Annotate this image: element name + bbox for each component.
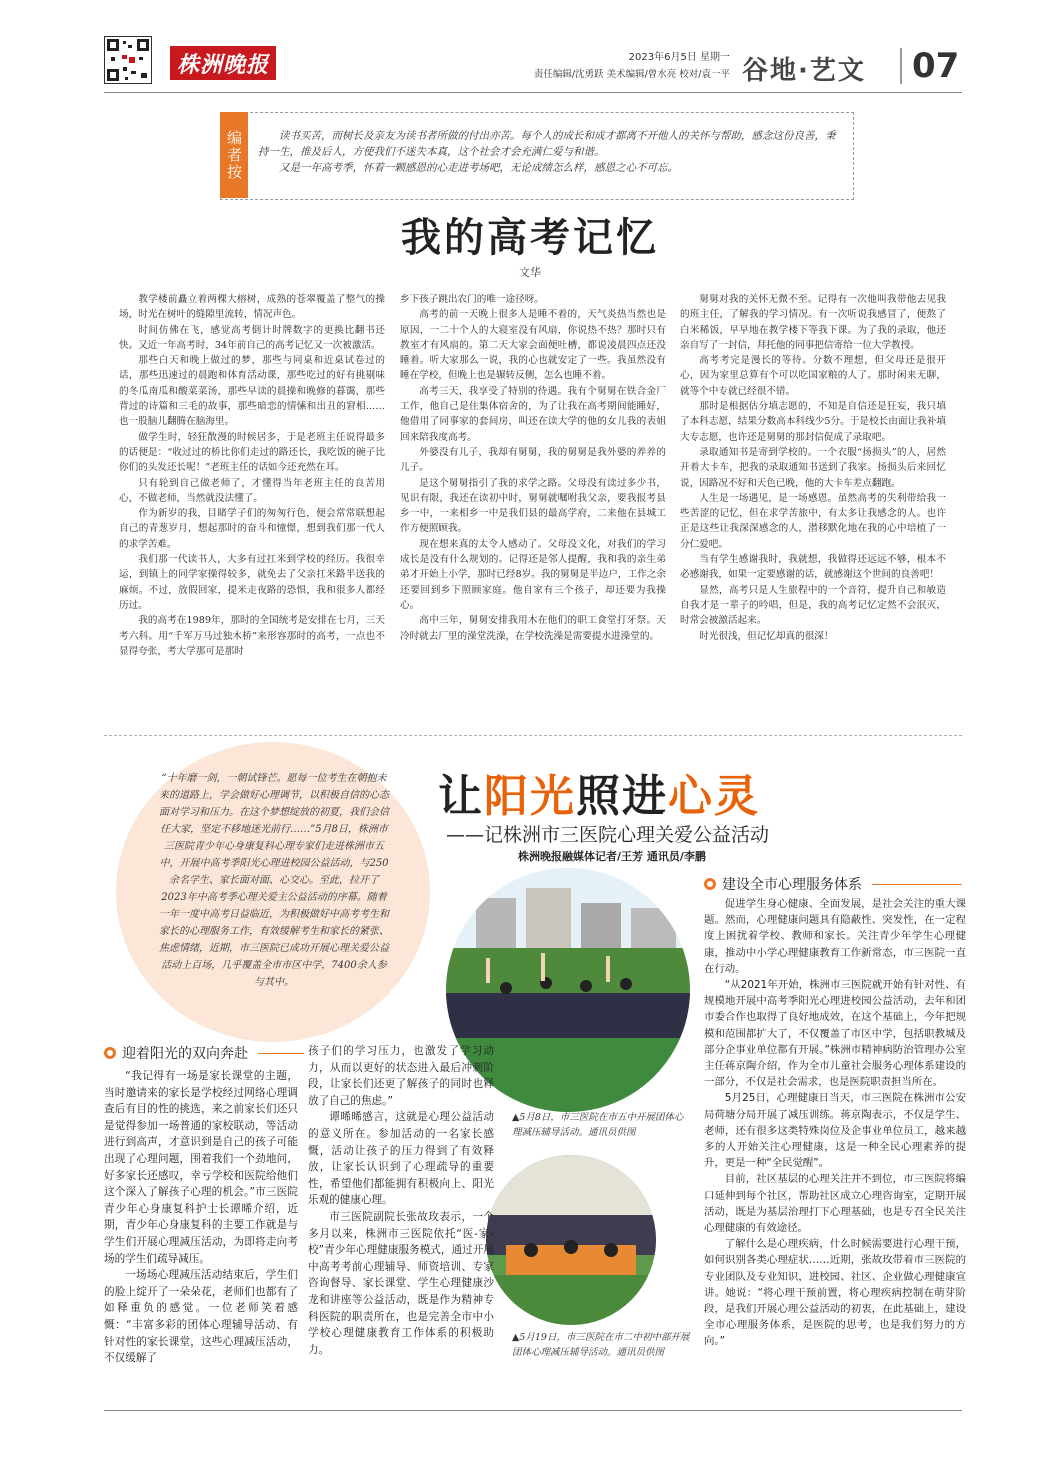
- article2-title: [438, 760, 760, 824]
- paragraph: 只有轮到自己做老师了，才懂得当年老班主任的良苦用心，不做老师，当然就没法懂了。: [119, 477, 385, 504]
- photo-students-circle-icon: [486, 1155, 656, 1325]
- photo-caption-2: ▲5月19日，市三医院在市二中初中部开展团体心理减压辅导活动。通讯员供图: [512, 1332, 690, 1358]
- date-line: 2023年6月5日 星期一: [628, 52, 730, 63]
- section1-column-2: [308, 1043, 494, 1358]
- bullet-circle-icon: [104, 1047, 116, 1059]
- section1-heading: [104, 1043, 304, 1063]
- paragraph: 做学生时，轻狂散漫的时候居多，于是老班主任说得最多的话便是：“收过过的桥比你们走过的路还长，我吃饭的碗子比你们的头发还长呢！”老班主任的话如今还充然在耳。: [119, 431, 385, 474]
- paragraph: 当有学生感谢我时，我就想，我做得还远远不够，根本不必感谢我，如果一定要感谢的话，就感谢这个世间的良善吧！: [680, 554, 946, 581]
- heading-rule: [258, 1053, 304, 1054]
- paragraph: 是这个舅舅指引了我的求学之路。父母没有读过多少书，见识有限，我还在读初中时，舅舅就嘱咐我父亲，要我报考县乡一中，一来相乡一中是我们县的最高学府，二来他在县城工作方便照顾我。: [400, 477, 666, 535]
- paragraph: 了解什么是心理疾病，什么时候需要进行心理干预，如何识别各类心理症状……近期，张故玫带着市三医院的专业团队及专业知识，进校园、社区、企业做心理健康宣讲。她说：“将心理干预前置，将心理疾病控制在萌芽阶段，是我们开展心理公益活动的初衷，在此基础上，建设全市心理服务体系，是医院的思考，也是我们努力的方向。”: [704, 1238, 966, 1348]
- paragraph: 高考考完是漫长的等待。分数不理想，但父母还是很开心，因为家里总算有个可以吃国家粮的人了。那时闲来无聊，就等个中专就已经很不错。: [680, 355, 946, 397]
- newspaper-logo: [170, 46, 276, 80]
- page-number: 07: [912, 46, 960, 86]
- paragraph: 目前，社区基层的心理关注并不到位，市三医院将编口延伸到每个社区，帮助社区成立心理咨询室，定期开展活动，既是为基层治理打下心理基础，也是专召全民关注心理健康的有效途径。: [704, 1173, 966, 1235]
- editor-note-tag: [220, 112, 248, 198]
- footer-rule: [104, 1410, 962, 1411]
- editor-note-tag-label: 编者按: [225, 129, 243, 181]
- header-rule: [104, 92, 962, 93]
- paragraph: 作为新岁的我，目睹学子们的匆匆行色，便会常常联想起自己的青葱岁月，想起那时的奋斗和憧憬，想到我们那一代人的求学苦难。: [119, 508, 385, 550]
- article-divider: [104, 735, 962, 736]
- paragraph: 现在想来真的太令人感动了。父母没文化，对我们的学习成长是没有什么规划的。记得还是邻人提醒，我和我的亲生弟弟才开始上小学，那时已经8岁。我的舅舅是半边户，工作之余还要回到乡下照顾家庭。他自家有三个孩子，却还要为我操心。: [400, 538, 666, 611]
- paragraph: 高中三年，舅舅安排我用木在他们的职工食堂打牙祭。天冷时就去厂里的澡堂洗澡，在学校洗澡是需要提水进澡堂的。: [400, 615, 666, 642]
- heading-rule: [872, 884, 962, 885]
- paragraph: 促进学生身心健康、全面发展，是社会关注的重大课题。然而，心理健康问题具有隐蔽性、突发性，在一定程度上困扰着学校、教师和家长。关注青少年学生心理健康，推动中小学心理健康教育工作新常态，市三医院一直在行动。: [704, 898, 966, 975]
- section1-column-1: [104, 1068, 298, 1367]
- paragraph: 那时是根据估分填志愿的，不知是自信还是狂妄，我只填了本科志愿，结果分数高本科线少5分。于是校长由面让我补填大专志愿，也许还是舅舅的那封信促成了录取吧。: [680, 401, 946, 443]
- editor-note-paragraph: 又是一年高考季，怀着一颗感恩的心走进考场吧，无论成绩怎么样，感恩之心不可忘。: [279, 162, 678, 174]
- paragraph: 那些白天和晚上做过的梦，那些与同桌和近桌试卷过的话，那些迅速过的晨跑和体育活动课，那些吃过的好有挑剔味的冬瓜南瓜和酸菜菜汤，那些早读的晨操和晚修的暮霭，那些背过的诗篇和三毛的故事，那些暗恋的情愫和出丑的窘相……也一股脑儿翻腾在脑海里。: [119, 355, 385, 428]
- header-separator: [900, 48, 902, 84]
- title-part: 照进: [576, 771, 668, 822]
- editor-note-text: [258, 128, 842, 176]
- title-highlight: 阳光: [484, 771, 576, 822]
- paragraph: 我的高考在1989年，那时的全国统考是安排在七月，三天考六科。用“千军万马过独木桥”来形容那时的高考，一点也不显得夸张，考大学那可是那时: [119, 615, 385, 657]
- article1-column-3: [680, 292, 946, 644]
- photo-caption-1: ▲5月8日，市三医院在市五中开展团体心理减压辅导活动。通讯员供图: [512, 1112, 684, 1138]
- paragraph: 5月25日，心理健康日当天，市三医院在株洲市公安局荷塘分局开展了减压训练。蒋京陶表示，不仅是学生、老师，还有很多这类特殊岗位及企事业单位员工，越来越多的人开始关注心理健康，这是一种全民心理素养的提升，更是一种“全民觉醒”。: [704, 1092, 966, 1170]
- paragraph: 人生是一场遇见，是一场感恩。虽然高考的失利带给我一些苦涩的记忆，但在求学苦旅中，有太多让我感念的人。也许正是这些让我深深感念的人，潜移默化地在我的心中培植了一分仁爱吧。: [680, 492, 946, 550]
- paragraph: 外婆没有儿子，我却有舅舅，我的舅舅是我外婆的养养的儿子。: [400, 446, 666, 474]
- bullet-circle-icon: [704, 878, 716, 890]
- section-name: 谷地·艺文: [742, 56, 866, 86]
- paragraph: 舅舅对我的关怀无微不至。记得有一次他叫我带他去见我的班主任，了解我的学习情况。有一次听说我感冒了，便熬了白米稀饭，早早地在教学楼下等我下课。为了我的录取，他还亲自写了一封信，拜托他的同事把信寄给一位大学教授。: [680, 294, 946, 351]
- paragraph: 录取通知书是寄到学校的。一个衣服“扬损头”的人，居然开着大卡车，把我的录取通知书送到了我家。扬损头后来回忆说，因路况不好和天色已晚，他的大卡车差点翻跑。: [680, 446, 946, 489]
- paragraph: 孩子们的学习压力，也激发了学习动力，从而以更好的状态进入最后冲刺阶段，让家长们还更了解孩子的同时也释放了自己的焦虑。”: [308, 1045, 494, 1107]
- section1-heading-text: 迎着阳光的双向奔赴: [122, 1046, 248, 1062]
- paragraph: “我记得有一场是家长课堂的主题，当时邀请来的家长是学校经过网络心理调查后有目的性的挑选，来之前家长们还只是觉得参加一场普通的家校联动，等活动进行到高声，才意识到是自己的孩子可能出现了心理问题，围着我们一个劲地问，好多家长还感叹，幸亏学校和医院给他们这个深入了解孩子心理的机会。”市三医院青少年心身康复科护士长谭晞介绍，近期，青少年心身康复科的主要工作就是与学生们开展心理减压活动，为即将走向考场的学生们疏导减压。: [104, 1070, 298, 1265]
- article2-byline: 株洲晚报融媒体记者/王芳 通讯员/李鹏: [518, 850, 706, 863]
- paragraph: 时光很浅，但记忆却真的很深！: [699, 630, 834, 642]
- editors-line: 责任编辑/沈勇跃 美术编辑/曾水亮 校对/袁一平: [533, 69, 730, 80]
- paragraph: 市三医院副院长张故玫表示，一个多月以来，株洲市三医院依托“医-家-校”青少年心理健康服务模式，通过开展中高考考前心理辅导、师资培训、专家咨询督导、家长课堂、学生心理健康沙龙和讲座等公益活动，既是作为精神专科医院的职责所在，也是完善全市中小学校心理健康教育工作体系的积极助力。: [308, 1210, 494, 1356]
- paragraph: “从2021年开始，株洲市三医院就开始有针对性、有规模地开展中高考季阳光心理进校园公益活动，去年和团市委合作也取得了良好地成效，在这个基础上，今年把规模和范围都扩大了，不仅覆盖了市区中学，包括职教城及部分企事业单位都有开展。”株洲市精神病防治管理办公室主任蒋京陶介绍，作为全市儿童社会服务心理体系建设的一部分，不仅是社会需求，也是医院职责担当所在。: [704, 979, 966, 1089]
- section2-heading-text: 建设全市心理服务体系: [722, 877, 862, 893]
- paragraph: 我们那一代读书人，大多有过扛米到学校的经历。我很幸运，到镇上的同学家操得较多，就免去了父亲扛米路半送我的麻烦。不过，放假回家，提米走夜路的恐惧，我和很多人都经历过。: [119, 554, 385, 611]
- article1-column-2: [400, 292, 666, 644]
- editor-note-paragraph: 读书买苦，而树长及亲友为读书者所做的付出亦苦。每个人的成长和成才都离不开他人的关怀与帮助，感念这份良善，秉持一生，推及后人，方使我们不迷失本真，这个社会才会充满仁爱与和谐。: [258, 130, 836, 158]
- article1-column-1: [119, 292, 385, 659]
- article1-title: 我的高考记忆: [401, 214, 659, 261]
- title-highlight: 心灵: [668, 771, 760, 822]
- section2-column: [704, 896, 966, 1350]
- title-part: 让: [438, 771, 484, 822]
- paragraph: 教学楼前矗立着两棵大榕树，成熟的苍翠覆盖了整气的操场，时光在树叶的缝隙里流转，情况声色。: [119, 294, 385, 321]
- logo-text: 株洲晚报: [176, 51, 269, 78]
- paragraph: 时间仿佛在飞，感觉高考倒计时牌数字的更换比翻书还快。又近一年高考时，34年前自己的高考记忆又一次被激活。: [119, 324, 385, 351]
- paragraph: 乡下孩子跳出农门的唯一途径呀。: [400, 294, 544, 305]
- article1-byline: 文华: [519, 266, 541, 279]
- paragraph: 谭晞晞感言，这就是心理公益活动的意义所在。参加活动的一名家长感慨，活动让孩子的压力得到了有效释放，让家长认识到了心理疏导的重要性，希望他们都能拥有积极向上、阳光乐观的健康心理。: [308, 1111, 494, 1207]
- section2-heading: [704, 874, 962, 894]
- paragraph: 高考的前一天晚上很多人是睡不着的，天气炎热当然也是原因，一二十个人的大寝室没有风扇，你说热不热？那时只有教室才有风扇的。第二天大家会面便吐槽，都说凌晨四点还没睡着。听大家那么一说，我的心也就安定了一些。我虽然没有睡在学校，但晚上也是辗转反侧，怎么也睡不着。: [400, 309, 666, 382]
- intro-text: “十年磨一剑，一朝试锋芒。愿每一位考生在朝抱未来的道路上，学会做好心理调节，以积极自信的心态面对学习和压力。在这个梦想绽放的初夏，我们会信任大家，坚定不移地迷光前行……”5月8日，株洲市三医院青少年心身康复科心理专家们走进株洲市五中，开展中高考季阳光心理进校园公益活动，与250余名学生、家长面对面、心交心。至此，拉开了2023年中高考季心理关爱主公益活动的序幕。随着一年一度中高考日益临近，为积极做好中高考考生和家长的心理服务工作，有效缓解考生和家长的紧张、焦虑情绪，近期，市三医院已成功开展心理关爱公益活动上百场，几乎覆盖全市市区中学，7400余人参与其中。: [159, 773, 389, 988]
- photo-event-2: [486, 1155, 656, 1325]
- paragraph: 一场场心理减压活动结束后，学生们的脸上绽开了一朵朵花，老师们也都有了如释重负的感觉。一位老师笑着感慨：“丰富多彩的团体心理辅导活动、有针对性的家长课堂，这些心理减压活动，不仅缓解了: [104, 1269, 298, 1365]
- paragraph: 显然，高考只是人生旅程中的一个音符，提升自己和敏造自我才是一辈子的吟唱，但是，我的高考记忆定然不会泯灭，时常会被激活起来。: [680, 584, 946, 627]
- qr-code[interactable]: [104, 36, 152, 84]
- paragraph: 高考三天，我享受了特别的待遇。我有个舅舅在铁合金厂工作，他自己是住集体宿舍的，为了让我在高考期间能睡好，他借用了同事家的套间房，叫还在读大学的他的女儿我的表姐回来陪我度高考。: [400, 385, 666, 443]
- article2-subtitle: ——记株洲市三医院心理关爱公益活动: [446, 824, 770, 846]
- qr-code-icon: [105, 37, 151, 83]
